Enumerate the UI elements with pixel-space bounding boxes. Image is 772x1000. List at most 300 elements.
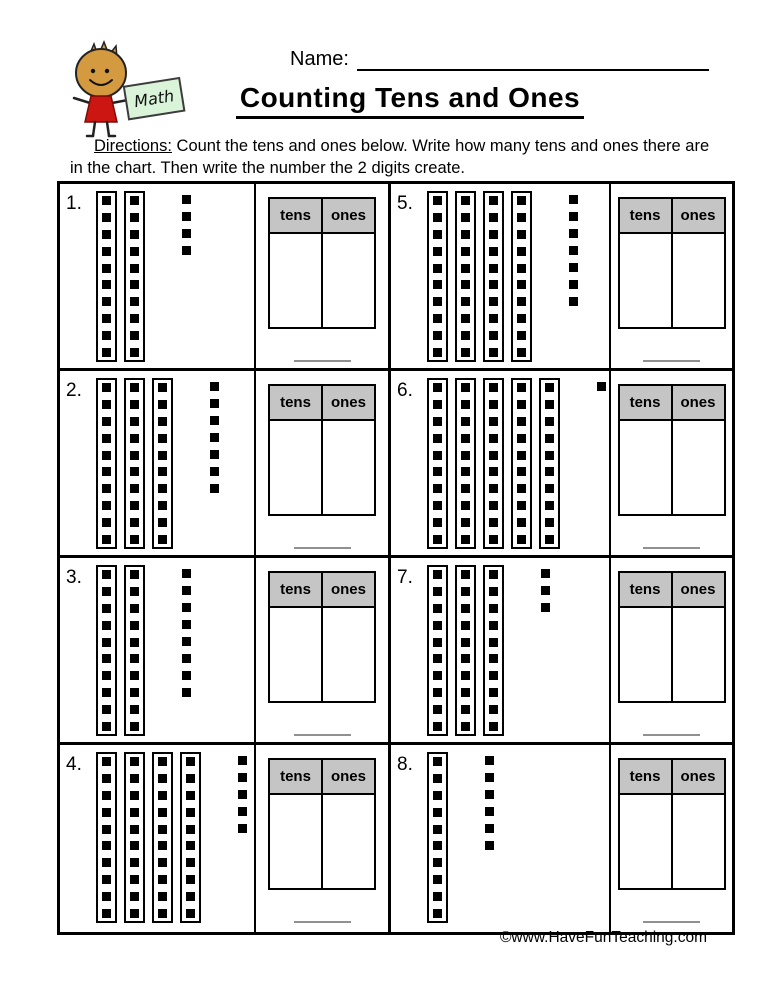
- unit-square: [433, 348, 442, 357]
- unit-square: [102, 331, 111, 340]
- unit-square: [130, 434, 139, 443]
- name-blank-line[interactable]: [357, 49, 709, 71]
- unit-square: [461, 638, 470, 647]
- number-answer-blank[interactable]: [294, 360, 351, 362]
- number-answer-blank[interactable]: [294, 547, 351, 549]
- unit-square: [517, 484, 526, 493]
- problem-2-blocks: [60, 371, 256, 558]
- unit-square: [102, 501, 111, 510]
- tens-header: tens: [619, 385, 672, 420]
- kid-illustration: [60, 40, 190, 140]
- unit-square: [461, 671, 470, 680]
- unit-square: [461, 688, 470, 697]
- unit-square: [545, 467, 554, 476]
- ten-rod: [511, 378, 532, 549]
- number-answer-blank[interactable]: [643, 734, 700, 736]
- unit-square: [102, 825, 111, 834]
- ten-rod: [96, 191, 117, 362]
- ones-answer-cell[interactable]: [322, 794, 375, 889]
- one-unit-square: [182, 620, 191, 629]
- one-unit-square: [569, 229, 578, 238]
- unit-square: [517, 213, 526, 222]
- tens-ones-table: [618, 571, 726, 703]
- unit-square: [489, 331, 498, 340]
- tens-answer-cell[interactable]: [269, 233, 322, 328]
- unit-square: [186, 858, 195, 867]
- unit-square: [461, 247, 470, 256]
- tens-ones-table: [268, 384, 376, 516]
- one-unit-square: [210, 450, 219, 459]
- unit-square: [545, 383, 554, 392]
- ten-rod: [455, 565, 476, 736]
- tens-answer-cell[interactable]: [619, 420, 672, 515]
- ten-rod: [455, 378, 476, 549]
- tens-rods-group: [427, 752, 448, 923]
- problem-6-chart: [611, 371, 732, 558]
- ones-header: ones: [322, 572, 375, 607]
- tens-header: tens: [269, 759, 322, 794]
- unit-square: [433, 808, 442, 817]
- tens-rods-group: [96, 752, 201, 923]
- ten-rod: [427, 752, 448, 923]
- unit-square: [102, 909, 111, 918]
- shirt-icon: [85, 96, 117, 122]
- unit-square: [186, 808, 195, 817]
- tens-rods-group: [427, 191, 532, 362]
- unit-square: [158, 774, 167, 783]
- unit-square: [158, 518, 167, 527]
- unit-square: [130, 297, 139, 306]
- unit-square: [433, 247, 442, 256]
- unit-square: [461, 348, 470, 357]
- unit-square: [130, 825, 139, 834]
- unit-square: [186, 791, 195, 800]
- unit-square: [102, 383, 111, 392]
- ten-rod: [124, 191, 145, 362]
- tens-header: tens: [619, 759, 672, 794]
- unit-square: [130, 808, 139, 817]
- unit-square: [433, 314, 442, 323]
- unit-square: [130, 417, 139, 426]
- one-unit-square: [182, 246, 191, 255]
- unit-square: [102, 230, 111, 239]
- number-answer-blank[interactable]: [643, 547, 700, 549]
- unit-square: [489, 535, 498, 544]
- unit-square: [461, 501, 470, 510]
- tens-answer-cell[interactable]: [269, 420, 322, 515]
- unit-square: [489, 297, 498, 306]
- unit-square: [102, 705, 111, 714]
- one-unit-square: [485, 790, 494, 799]
- one-unit-square: [182, 212, 191, 221]
- unit-square: [102, 791, 111, 800]
- unit-square: [545, 535, 554, 544]
- unit-square: [517, 434, 526, 443]
- problem-1-chart: [256, 184, 391, 371]
- unit-square: [158, 808, 167, 817]
- unit-square: [461, 196, 470, 205]
- unit-square: [545, 417, 554, 426]
- unit-square: [130, 400, 139, 409]
- unit-square: [517, 417, 526, 426]
- unit-square: [545, 518, 554, 527]
- tens-answer-cell[interactable]: [269, 794, 322, 889]
- problem-7-chart: [611, 558, 732, 745]
- unit-square: [461, 331, 470, 340]
- ten-rod: [483, 378, 504, 549]
- unit-square: [102, 688, 111, 697]
- unit-square: [433, 791, 442, 800]
- unit-square: [102, 808, 111, 817]
- unit-square: [158, 757, 167, 766]
- unit-square: [489, 247, 498, 256]
- unit-square: [545, 434, 554, 443]
- unit-square: [102, 621, 111, 630]
- tens-header: tens: [269, 385, 322, 420]
- unit-square: [130, 604, 139, 613]
- unit-square: [102, 280, 111, 289]
- unit-square: [489, 196, 498, 205]
- unit-square: [130, 671, 139, 680]
- unit-square: [102, 484, 111, 493]
- unit-square: [102, 671, 111, 680]
- unit-square: [489, 671, 498, 680]
- unit-square: [433, 621, 442, 630]
- ten-rod: [483, 565, 504, 736]
- one-unit-square: [182, 671, 191, 680]
- number-answer-blank[interactable]: [294, 921, 351, 923]
- unit-square: [489, 722, 498, 731]
- one-unit-square: [182, 688, 191, 697]
- unit-square: [158, 892, 167, 901]
- unit-square: [158, 909, 167, 918]
- unit-square: [102, 434, 111, 443]
- unit-square: [489, 587, 498, 596]
- unit-square: [545, 501, 554, 510]
- unit-square: [461, 587, 470, 596]
- unit-square: [130, 654, 139, 663]
- unit-square: [461, 451, 470, 460]
- tens-answer-cell[interactable]: [619, 233, 672, 328]
- unit-square: [158, 451, 167, 460]
- unit-square: [433, 875, 442, 884]
- unit-square: [461, 400, 470, 409]
- ones-header: ones: [672, 759, 725, 794]
- directions-text: Count the tens and ones below. Write how many tens and ones there are in the chart. Then write the number the 2 digits create.: [70, 136, 710, 177]
- ten-rod: [124, 752, 145, 923]
- unit-square: [489, 518, 498, 527]
- one-unit-square: [597, 382, 606, 391]
- unit-square: [158, 484, 167, 493]
- tens-answer-cell[interactable]: [269, 607, 322, 702]
- one-unit-square: [182, 195, 191, 204]
- problem-8-blocks: [391, 745, 611, 932]
- tens-rods-group: [427, 565, 504, 736]
- problem-5-blocks: [391, 184, 611, 371]
- unit-square: [489, 264, 498, 273]
- unit-square: [130, 213, 139, 222]
- unit-square: [102, 654, 111, 663]
- unit-square: [130, 484, 139, 493]
- unit-square: [461, 434, 470, 443]
- unit-square: [433, 757, 442, 766]
- problem-number: 8.: [397, 754, 413, 775]
- tens-header: tens: [269, 198, 322, 233]
- unit-square: [517, 331, 526, 340]
- unit-square: [158, 501, 167, 510]
- problem-7-blocks: [391, 558, 611, 745]
- ones-header: ones: [672, 385, 725, 420]
- unit-square: [461, 383, 470, 392]
- unit-square: [130, 757, 139, 766]
- unit-square: [517, 280, 526, 289]
- unit-square: [130, 705, 139, 714]
- unit-square: [102, 451, 111, 460]
- unit-square: [517, 348, 526, 357]
- unit-square: [102, 417, 111, 426]
- ten-rod: [96, 752, 117, 923]
- unit-square: [186, 841, 195, 850]
- unit-square: [433, 858, 442, 867]
- unit-square: [489, 570, 498, 579]
- unit-square: [517, 314, 526, 323]
- problem-4-blocks: [60, 745, 256, 932]
- unit-square: [433, 604, 442, 613]
- ones-answer-cell[interactable]: [672, 794, 725, 889]
- one-unit-square: [182, 569, 191, 578]
- unit-square: [461, 264, 470, 273]
- unit-square: [158, 535, 167, 544]
- unit-square: [545, 484, 554, 493]
- problem-2-chart: [256, 371, 391, 558]
- unit-square: [461, 722, 470, 731]
- unit-square: [130, 451, 139, 460]
- name-label: Name:: [290, 48, 349, 70]
- unit-square: [102, 535, 111, 544]
- one-unit-square: [569, 212, 578, 221]
- ones-group: [541, 565, 550, 612]
- tens-ones-table: [618, 758, 726, 890]
- ten-rod: [152, 378, 173, 549]
- ten-rod: [152, 752, 173, 923]
- unit-square: [517, 501, 526, 510]
- one-unit-square: [541, 569, 550, 578]
- ten-rod: [455, 191, 476, 362]
- unit-square: [102, 264, 111, 273]
- ones-answer-cell[interactable]: [322, 233, 375, 328]
- unit-square: [489, 280, 498, 289]
- unit-square: [186, 757, 195, 766]
- unit-square: [158, 791, 167, 800]
- unit-square: [433, 467, 442, 476]
- tens-answer-cell[interactable]: [619, 794, 672, 889]
- math-sign-text: Math: [132, 86, 176, 112]
- ones-group: [597, 378, 606, 391]
- one-unit-square: [210, 433, 219, 442]
- unit-square: [461, 705, 470, 714]
- ones-header: ones: [322, 385, 375, 420]
- unit-square: [102, 858, 111, 867]
- ones-answer-cell[interactable]: [672, 607, 725, 702]
- problem-6-blocks: [391, 371, 611, 558]
- unit-square: [433, 705, 442, 714]
- unit-square: [545, 451, 554, 460]
- ones-header: ones: [322, 198, 375, 233]
- ones-answer-cell[interactable]: [322, 607, 375, 702]
- unit-square: [433, 501, 442, 510]
- ten-rod: [96, 378, 117, 549]
- unit-square: [130, 858, 139, 867]
- unit-square: [461, 213, 470, 222]
- unit-square: [130, 230, 139, 239]
- unit-square: [186, 909, 195, 918]
- ones-group: [182, 191, 191, 255]
- ten-rod: [124, 565, 145, 736]
- one-unit-square: [569, 263, 578, 272]
- unit-square: [433, 280, 442, 289]
- unit-square: [130, 467, 139, 476]
- problem-number: 7.: [397, 567, 413, 588]
- unit-square: [102, 570, 111, 579]
- unit-square: [158, 841, 167, 850]
- number-answer-blank[interactable]: [643, 921, 700, 923]
- unit-square: [186, 875, 195, 884]
- one-unit-square: [569, 246, 578, 255]
- unit-square: [433, 535, 442, 544]
- unit-square: [102, 247, 111, 256]
- unit-square: [461, 417, 470, 426]
- unit-square: [130, 196, 139, 205]
- ones-answer-cell[interactable]: [672, 420, 725, 515]
- tens-rods-group: [96, 191, 145, 362]
- ten-rod: [511, 191, 532, 362]
- unit-square: [433, 587, 442, 596]
- one-unit-square: [182, 586, 191, 595]
- unit-square: [489, 604, 498, 613]
- unit-square: [102, 604, 111, 613]
- problem-1-blocks: [60, 184, 256, 371]
- problem-number: 4.: [66, 754, 82, 775]
- unit-square: [461, 654, 470, 663]
- unit-square: [489, 348, 498, 357]
- unit-square: [433, 518, 442, 527]
- one-unit-square: [210, 467, 219, 476]
- unit-square: [489, 400, 498, 409]
- unit-square: [102, 348, 111, 357]
- ones-header: ones: [672, 572, 725, 607]
- unit-square: [102, 774, 111, 783]
- unit-square: [489, 654, 498, 663]
- number-answer-blank[interactable]: [643, 360, 700, 362]
- unit-square: [130, 841, 139, 850]
- unit-square: [130, 587, 139, 596]
- unit-square: [461, 467, 470, 476]
- problem-number: 2.: [66, 380, 82, 401]
- one-unit-square: [182, 603, 191, 612]
- unit-square: [130, 518, 139, 527]
- unit-square: [433, 688, 442, 697]
- unit-square: [158, 825, 167, 834]
- unit-square: [158, 875, 167, 884]
- unit-square: [102, 467, 111, 476]
- unit-square: [433, 383, 442, 392]
- unit-square: [545, 400, 554, 409]
- one-unit-square: [485, 773, 494, 782]
- unit-square: [102, 875, 111, 884]
- unit-square: [102, 841, 111, 850]
- tens-answer-cell[interactable]: [619, 607, 672, 702]
- unit-square: [517, 535, 526, 544]
- tens-rods-group: [96, 378, 173, 549]
- unit-square: [130, 688, 139, 697]
- ones-answer-cell[interactable]: [672, 233, 725, 328]
- unit-square: [433, 400, 442, 409]
- math-sign: [124, 78, 184, 119]
- directions: [70, 135, 718, 180]
- unit-square: [433, 841, 442, 850]
- unit-square: [489, 688, 498, 697]
- unit-square: [130, 348, 139, 357]
- unit-square: [158, 383, 167, 392]
- unit-square: [489, 501, 498, 510]
- unit-square: [130, 383, 139, 392]
- unit-square: [102, 587, 111, 596]
- unit-square: [130, 791, 139, 800]
- name-row: [290, 48, 709, 71]
- problem-4-chart: [256, 745, 391, 932]
- unit-square: [130, 331, 139, 340]
- number-answer-blank[interactable]: [294, 734, 351, 736]
- unit-square: [461, 535, 470, 544]
- unit-square: [517, 196, 526, 205]
- unit-square: [433, 297, 442, 306]
- page-title: Counting Tens and Ones: [236, 82, 584, 119]
- unit-square: [433, 892, 442, 901]
- unit-square: [433, 909, 442, 918]
- unit-square: [489, 484, 498, 493]
- problem-3-chart: [256, 558, 391, 745]
- unit-square: [461, 314, 470, 323]
- ones-group: [238, 752, 247, 833]
- ones-header: ones: [672, 198, 725, 233]
- problem-8-chart: [611, 745, 732, 932]
- unit-square: [433, 825, 442, 834]
- unit-square: [461, 604, 470, 613]
- unit-square: [433, 774, 442, 783]
- ones-header: ones: [322, 759, 375, 794]
- one-unit-square: [541, 586, 550, 595]
- ten-rod: [539, 378, 560, 549]
- unit-square: [102, 757, 111, 766]
- ones-group: [569, 191, 578, 306]
- unit-square: [461, 484, 470, 493]
- unit-square: [158, 417, 167, 426]
- unit-square: [489, 705, 498, 714]
- unit-square: [489, 451, 498, 460]
- ten-rod: [124, 378, 145, 549]
- unit-square: [130, 570, 139, 579]
- problem-3-blocks: [60, 558, 256, 745]
- tens-ones-table: [618, 384, 726, 516]
- ones-answer-cell[interactable]: [322, 420, 375, 515]
- unit-square: [158, 400, 167, 409]
- one-unit-square: [182, 229, 191, 238]
- unit-square: [102, 722, 111, 731]
- tens-header: tens: [619, 572, 672, 607]
- one-unit-square: [485, 841, 494, 850]
- unit-square: [489, 467, 498, 476]
- unit-square: [433, 671, 442, 680]
